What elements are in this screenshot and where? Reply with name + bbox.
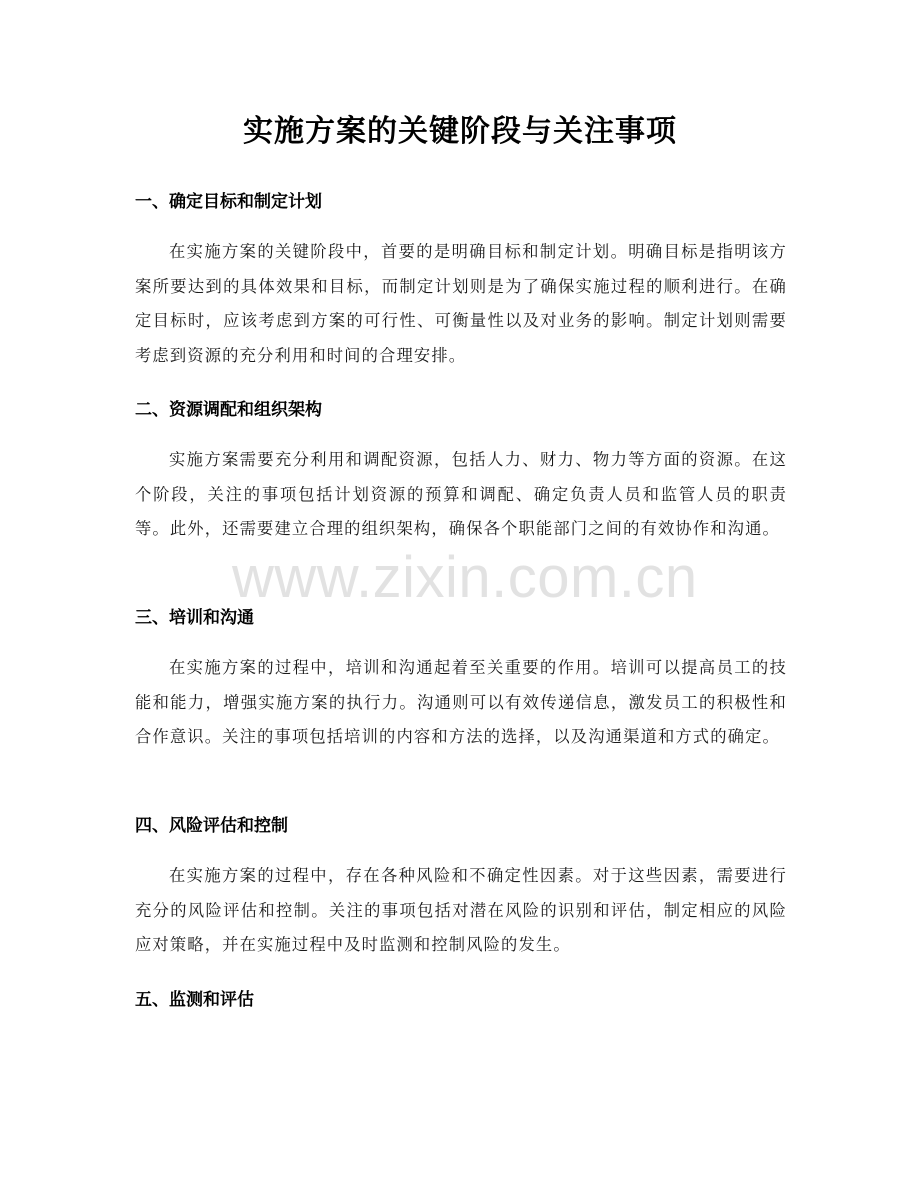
- section-heading-5: 五、监测和评估: [135, 990, 254, 1010]
- section-paragraph-1: 在实施方案的关键阶段中，首要的是明确目标和制定计划。明确目标是指明该方案所要达到的具体效果和目标，而制定计划则是为了确保实施过程的顺利进行。在确定目标时，应该考虑到方案的可行性、可衡量性以及对业务的影响。制定计划则需要考虑到资源的充分利用和时间的合理安排。: [135, 242, 787, 365]
- section-heading-1: 一、确定目标和制定计划: [135, 192, 322, 212]
- watermark: www.zixin.com.cn: [232, 545, 698, 610]
- section-heading-2: 二、资源调配和组织架构: [135, 400, 322, 420]
- section-heading-4: 四、风险评估和控制: [135, 816, 288, 836]
- section-heading-3: 三、培训和沟通: [135, 608, 254, 628]
- document-title: 实施方案的关键阶段与关注事项: [243, 114, 677, 149]
- section-paragraph-4: 在实施方案的过程中，存在各种风险和不确定性因素。对于这些因素，需要进行充分的风险评估和控制。关注的事项包括对潜在风险的识别和评估，制定相应的风险应对策略，并在实施过程中及时监测和控制风险的发生。: [135, 866, 787, 954]
- section-paragraph-2: 实施方案需要充分利用和调配资源，包括人力、财力、物力等方面的资源。在这个阶段，关注的事项包括计划资源的预算和调配、确定负责人员和监管人员的职责等。此外，还需要建立合理的组织架构，确保各个职能部门之间的有效协作和沟通。: [135, 450, 787, 538]
- section-paragraph-3: 在实施方案的过程中，培训和沟通起着至关重要的作用。培训可以提高员工的技能和能力，增强实施方案的执行力。沟通则可以有效传递信息，激发员工的积极性和合作意识。关注的事项包括培训的内容和方法的选择，以及沟通渠道和方式的确定。: [135, 658, 787, 746]
